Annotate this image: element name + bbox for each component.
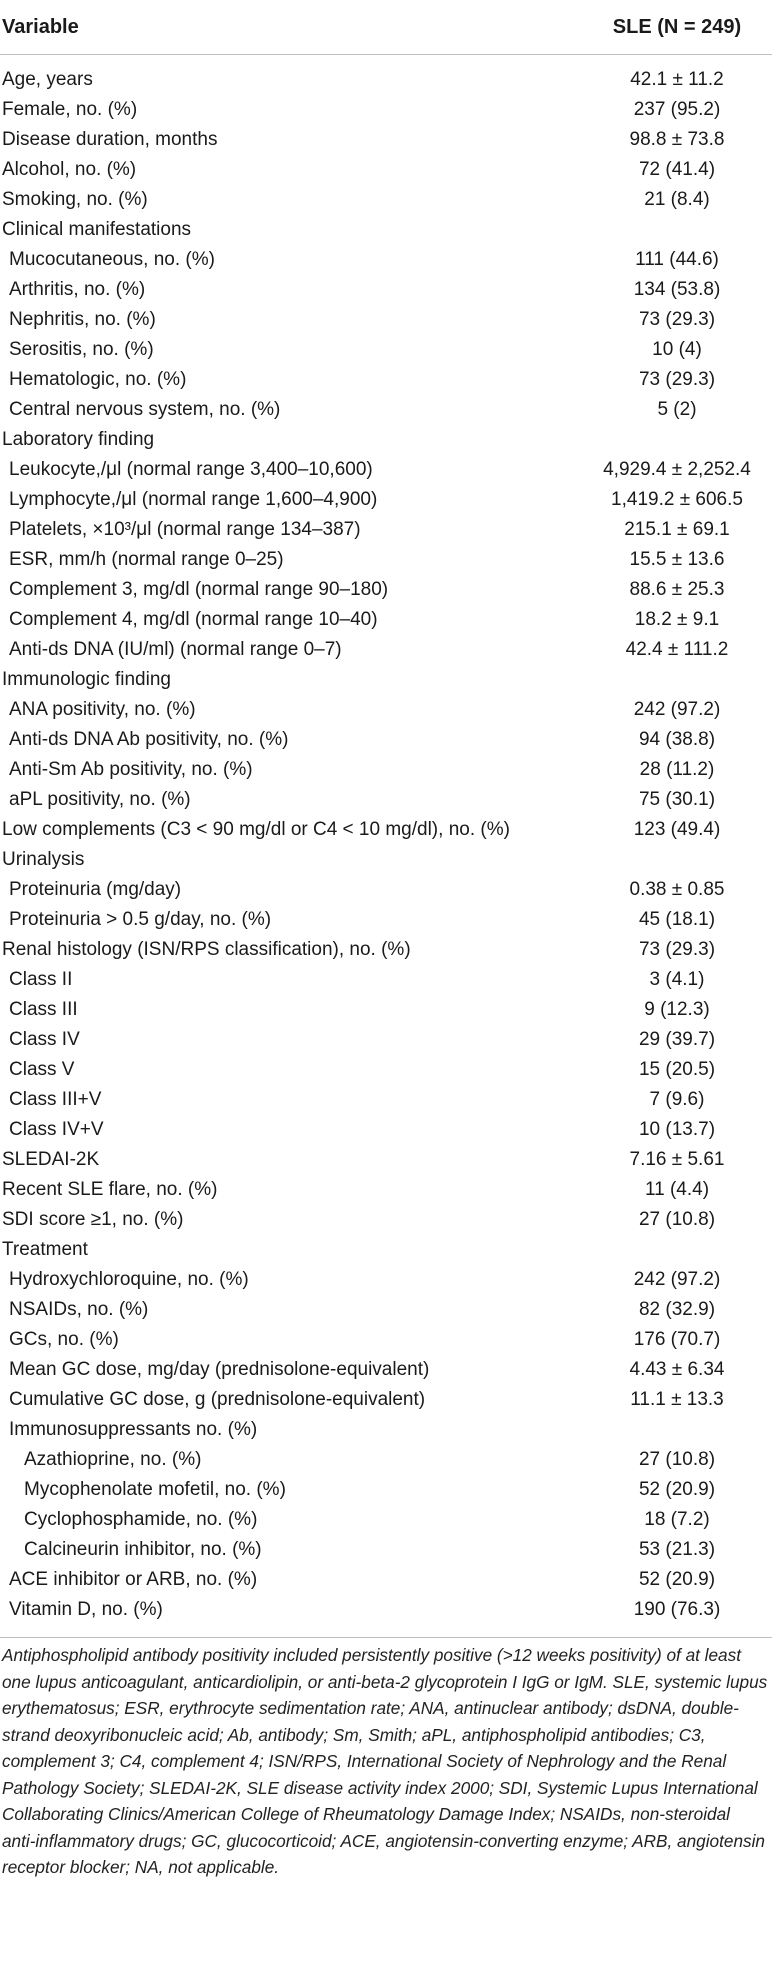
row-value: 45 (18.1) xyxy=(638,909,716,930)
row-label: Anti-ds DNA (IU/ml) (normal range 0–7) xyxy=(9,639,342,660)
row-value: 4.43 ± 6.34 xyxy=(629,1359,725,1380)
row-label: Low complements (C3 < 90 mg/dl or C4 < 10 mg/dl), no. (%) xyxy=(2,819,510,840)
table-row xyxy=(0,365,772,395)
row-label: Arthritis, no. (%) xyxy=(9,279,146,300)
table-row xyxy=(0,1205,772,1235)
row-label: Lymphocyte,/μl (normal range 1,600–4,900) xyxy=(9,489,378,510)
table-row xyxy=(0,1445,772,1475)
table-body xyxy=(0,55,772,1625)
row-label: Serositis, no. (%) xyxy=(9,339,154,360)
row-label: Hydroxychloroquine, no. (%) xyxy=(9,1269,249,1290)
table-row xyxy=(0,485,772,515)
table-row xyxy=(0,935,772,965)
row-value: 176 (70.7) xyxy=(633,1329,721,1350)
row-label: Anti-Sm Ab positivity, no. (%) xyxy=(9,759,253,780)
row-label: Class V xyxy=(9,1059,75,1080)
table-row xyxy=(0,1265,772,1295)
row-label: Mean GC dose, mg/day (prednisolone-equivalent) xyxy=(9,1359,430,1380)
table-row xyxy=(0,125,772,155)
row-value: 21 (8.4) xyxy=(644,189,710,210)
table-row xyxy=(0,245,772,275)
row-label: Cumulative GC dose, g (prednisolone-equivalent) xyxy=(9,1389,426,1410)
table-row xyxy=(0,185,772,215)
row-label: Class III+V xyxy=(9,1089,102,1110)
row-value: 4,929.4 ± 2,252.4 xyxy=(603,459,751,480)
row-label: Female, no. (%) xyxy=(2,99,138,120)
table-row xyxy=(0,1055,772,1085)
row-value xyxy=(582,845,772,875)
table-row xyxy=(0,1595,772,1625)
table-row xyxy=(0,155,772,185)
row-label: Treatment xyxy=(2,1239,88,1260)
table-row xyxy=(0,335,772,365)
row-value: 53 (21.3) xyxy=(638,1539,716,1560)
row-value: 15 (20.5) xyxy=(638,1059,716,1080)
row-value: 7.16 ± 5.61 xyxy=(629,1149,725,1170)
row-value: 52 (20.9) xyxy=(638,1569,716,1590)
row-value: 10 (13.7) xyxy=(638,1119,716,1140)
row-value: 75 (30.1) xyxy=(638,789,716,810)
row-label: Platelets, ×10³/μl (normal range 134–387) xyxy=(9,519,361,540)
table-row xyxy=(0,605,772,635)
row-label: Mycophenolate mofetil, no. (%) xyxy=(24,1479,286,1500)
row-value: 27 (10.8) xyxy=(638,1449,716,1470)
row-label: Laboratory finding xyxy=(2,429,155,450)
row-value: 242 (97.2) xyxy=(633,1269,721,1290)
table-row xyxy=(0,425,772,455)
row-value: 3 (4.1) xyxy=(649,969,705,990)
table-row xyxy=(0,1415,772,1445)
table-row xyxy=(0,1025,772,1055)
row-label: Central nervous system, no. (%) xyxy=(9,399,281,420)
table-row xyxy=(0,785,772,815)
row-label: Disease duration, months xyxy=(2,129,218,150)
table-row xyxy=(0,1175,772,1205)
table-row xyxy=(0,875,772,905)
header-variable: Variable xyxy=(2,15,79,38)
table-row xyxy=(0,995,772,1025)
table-row xyxy=(0,95,772,125)
row-label: Class II xyxy=(9,969,73,990)
row-label: GCs, no. (%) xyxy=(9,1329,119,1350)
row-value: 73 (29.3) xyxy=(638,939,716,960)
row-value: 5 (2) xyxy=(657,399,697,420)
row-value: 27 (10.8) xyxy=(638,1209,716,1230)
table-row xyxy=(0,725,772,755)
table-row xyxy=(0,845,772,875)
table-row xyxy=(0,1295,772,1325)
table-row xyxy=(0,515,772,545)
row-value: 0.38 ± 0.85 xyxy=(629,879,725,900)
row-label: ESR, mm/h (normal range 0–25) xyxy=(9,549,284,570)
row-value: 123 (49.4) xyxy=(633,819,721,840)
table-row xyxy=(0,665,772,695)
row-label: Age, years xyxy=(2,69,93,90)
row-value: 18.2 ± 9.1 xyxy=(634,609,720,630)
row-label: Vitamin D, no. (%) xyxy=(9,1599,163,1620)
row-label: Class III xyxy=(9,999,78,1020)
row-value: 94 (38.8) xyxy=(638,729,716,750)
table-row xyxy=(0,1355,772,1385)
row-value: 11 (4.4) xyxy=(644,1179,710,1200)
row-label: Hematologic, no. (%) xyxy=(9,369,187,390)
row-value: 242 (97.2) xyxy=(633,699,721,720)
row-value: 10 (4) xyxy=(652,339,702,360)
table-row xyxy=(0,65,772,95)
row-label: SDI score ≥1, no. (%) xyxy=(2,1209,184,1230)
row-value: 42.4 ± 111.2 xyxy=(625,639,729,660)
row-label: Leukocyte,/μl (normal range 3,400–10,600) xyxy=(9,459,373,480)
table-row xyxy=(0,1385,772,1415)
row-label: Recent SLE flare, no. (%) xyxy=(2,1179,218,1200)
row-value xyxy=(582,665,772,695)
table-row xyxy=(0,965,772,995)
table-row xyxy=(0,305,772,335)
table-row xyxy=(0,1565,772,1595)
row-value: 11.1 ± 13.3 xyxy=(630,1389,724,1410)
row-value: 28 (11.2) xyxy=(639,759,715,780)
table-row xyxy=(0,1475,772,1505)
row-value: 18 (7.2) xyxy=(644,1509,710,1530)
table-row xyxy=(0,575,772,605)
row-value: 190 (76.3) xyxy=(633,1599,721,1620)
row-label: Nephritis, no. (%) xyxy=(9,309,156,330)
table-row xyxy=(0,635,772,665)
row-label: Smoking, no. (%) xyxy=(2,189,148,210)
row-label: aPL positivity, no. (%) xyxy=(9,789,191,810)
row-label: Urinalysis xyxy=(2,849,85,870)
row-value: 111 (44.6) xyxy=(635,249,719,270)
row-label: Immunosuppressants no. (%) xyxy=(9,1419,258,1440)
row-label: ACE inhibitor or ARB, no. (%) xyxy=(9,1569,258,1590)
row-label: Anti-ds DNA Ab positivity, no. (%) xyxy=(9,729,289,750)
row-value xyxy=(582,215,772,245)
table-row xyxy=(0,395,772,425)
row-value: 215.1 ± 69.1 xyxy=(624,519,730,540)
table-row xyxy=(0,275,772,305)
row-label: Class IV+V xyxy=(9,1119,104,1140)
table-row xyxy=(0,1535,772,1565)
row-label: Immunologic finding xyxy=(2,669,171,690)
table-row xyxy=(0,1235,772,1265)
table-row xyxy=(0,1115,772,1145)
row-value: 237 (95.2) xyxy=(633,99,721,120)
row-value xyxy=(582,1235,772,1265)
row-label: Proteinuria > 0.5 g/day, no. (%) xyxy=(9,909,272,930)
row-label: Calcineurin inhibitor, no. (%) xyxy=(24,1539,262,1560)
row-value: 9 (12.3) xyxy=(644,999,710,1020)
table-row xyxy=(0,455,772,485)
table-row xyxy=(0,1145,772,1175)
table-row xyxy=(0,1085,772,1115)
row-value: 72 (41.4) xyxy=(638,159,716,180)
row-value: 98.8 ± 73.8 xyxy=(629,129,725,150)
table-row xyxy=(0,1325,772,1355)
row-value: 134 (53.8) xyxy=(633,279,721,300)
row-label: Cyclophosphamide, no. (%) xyxy=(24,1509,258,1530)
row-label: Class IV xyxy=(9,1029,80,1050)
row-value: 88.6 ± 25.3 xyxy=(629,579,725,600)
row-value: 1,419.2 ± 606.5 xyxy=(611,489,743,510)
row-value: 73 (29.3) xyxy=(638,309,716,330)
row-value: 15.5 ± 13.6 xyxy=(629,549,725,570)
table-row xyxy=(0,815,772,845)
table-row xyxy=(0,695,772,725)
header-group: SLE (N = 249) xyxy=(612,15,742,38)
row-label: ANA positivity, no. (%) xyxy=(9,699,196,720)
row-value: 73 (29.3) xyxy=(638,369,716,390)
row-value: 82 (32.9) xyxy=(638,1299,716,1320)
table-header xyxy=(0,0,772,55)
row-label: Alcohol, no. (%) xyxy=(2,159,137,180)
table-row xyxy=(0,545,772,575)
row-label: Complement 3, mg/dl (normal range 90–180) xyxy=(9,579,389,600)
row-value xyxy=(582,425,772,455)
row-label: Renal histology (ISN/RPS classification), no. (%) xyxy=(2,939,411,960)
row-value: 42.1 ± 11.2 xyxy=(630,69,724,90)
row-label: SLEDAI-2K xyxy=(2,1149,100,1170)
table-row xyxy=(0,905,772,935)
row-label: Clinical manifestations xyxy=(2,219,192,240)
row-value: 7 (9.6) xyxy=(649,1089,705,1110)
row-value: 29 (39.7) xyxy=(638,1029,716,1050)
row-label: Azathioprine, no. (%) xyxy=(24,1449,202,1470)
row-value: 52 (20.9) xyxy=(638,1479,716,1500)
row-value xyxy=(582,1415,772,1445)
table-footnote: Antiphospholipid antibody positivity included persistently positive (>12 weeks positivity) of at least one lupus anticoagulant, anticardiolipin, or anti-beta-2 glycoprotein I IgG or IgM. SLE, systemic lupus erythematosus; ESR, erythrocyte sedimentation rate; ANA, antinuclear antibody; dsDNA, double-strand deoxyribonucleic acid; Ab, antibody; Sm, Smith; aPL, antiphospholipid antibodies; C3, complement 3; C4, complement 4; ISN/RPS, International Society of Nephrology and the Renal Pathology Society; SLEDAI-2K, SLE disease activity index 2000; SDI, Systemic Lupus International Collaborating Clinics/American College of Rheumatology Damage Index; NSAIDs, non-steroidal anti-inflammatory drugs; GC, glucocorticoid; ACE, angiotensin-converting enzyme; ARB, angiotensin receptor blocker; NA, not applicable. xyxy=(2,1645,768,1877)
row-label: NSAIDs, no. (%) xyxy=(9,1299,149,1320)
table-row xyxy=(0,1505,772,1535)
row-label: Mucocutaneous, no. (%) xyxy=(9,249,215,270)
row-label: Complement 4, mg/dl (normal range 10–40) xyxy=(9,609,378,630)
table-row xyxy=(0,215,772,245)
table-row xyxy=(0,755,772,785)
row-label: Proteinuria (mg/day) xyxy=(9,879,182,900)
